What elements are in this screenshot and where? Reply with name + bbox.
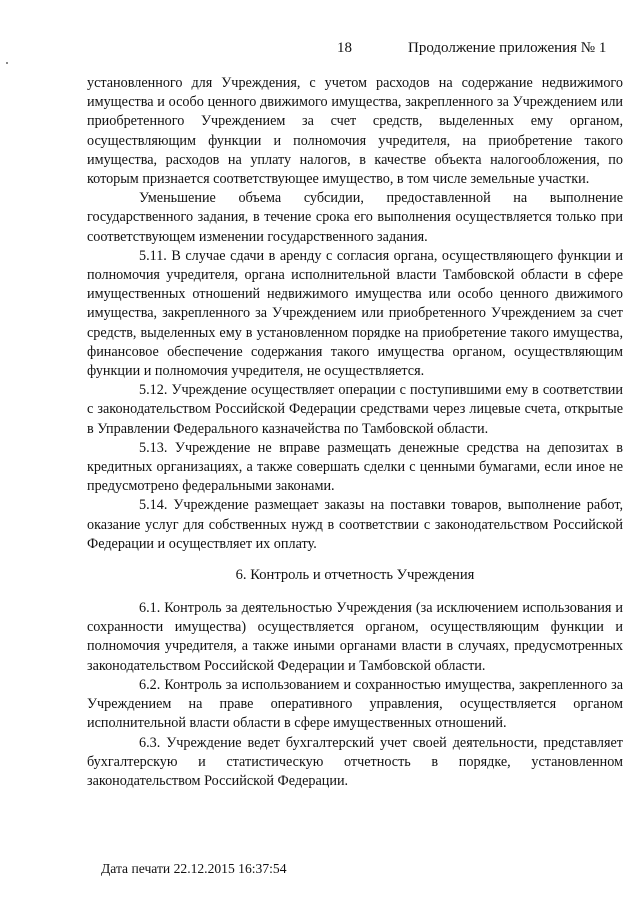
appendix-label: Продолжение приложения № 1 xyxy=(408,40,607,56)
paragraph: Уменьшение объема субсидии, предоставленной на выполнение государственного задания, в течение срока его выполнения осуществляется только при соответствующем изменении государственного задания. xyxy=(87,190,623,245)
paragraphs-before xyxy=(87,74,623,554)
paragraph: установленного для Учреждения, с учетом расходов на содержание недвижимого имущества и особо ценного движимого имущества, закрепленного за Учреждением или приобретенного Учреждением за счет средств, выделенных ему органом, осуществляющим функции и полномочия учредителя, на приобретение такого имущества, расходов на уплату налогов, в качестве объекта налогообложения, по которым признается соответствующее имущество, в том числе земельные участки. xyxy=(87,75,623,188)
paragraph: 5.14. Учреждение размещает заказы на поставки товаров, выполнение работ, оказание услуг для собственных нужд в соответствии с законодательством Российской Федерации и осуществляет их оплату. xyxy=(87,497,623,552)
paragraph: 6.3. Учреждение ведет бухгалтерский учет своей деятельности, представляет бухгалтерскую и статистическую отчетность в порядке, установленном законодательством Российской Федерации. xyxy=(87,734,623,789)
paragraphs-after xyxy=(87,599,623,791)
paragraph: 5.13. Учреждение не вправе размещать денежные средства на депозитах в кредитных организациях, а также совершать сделки с ценными бумагами, если иное не предусмотрено федеральными законами. xyxy=(87,439,623,495)
paragraph: 5.11. В случае сдачи в аренду с согласия органа, осуществляющего функции и полномочия учредителя, органа исполнительной власти Тамбовской области в сфере имущественных отношений недвижимого имущества или особо ценного движимого имущества, закрепленного за Учреждением или приобретенного Учреждением за счет средств, выделенных ему в установленном порядке на приобретение такого имущества, финансовое обеспечение содержания такого имущества органом, осуществляющим функции и полномочия учредителя, не осуществляется. xyxy=(87,247,623,380)
document-body xyxy=(87,74,623,791)
paragraph: 6.1. Контроль за деятельностью Учреждения (за исключением использования и сохранности имущества) осуществляется органом, осуществляющим функции и полномочия учредителя, а также иными органами власти в случаях, предусмотренных законодательством Российской Федерации и Тамбовской области. xyxy=(87,600,623,674)
print-date: Дата печати 22.12.2015 16:37:54 xyxy=(101,861,287,876)
page-header xyxy=(0,40,640,62)
section-heading: 6. Контроль и отчетность Учреждения xyxy=(235,567,475,584)
paragraph: 5.12. Учреждение осуществляет операции с поступившими ему в соответствии с законодательством Российской Федерации средствами через лицевые счета, открытые в Управлении Федерального казначейства по Тамбовской области. xyxy=(87,382,623,437)
page-number: 18 xyxy=(337,40,352,56)
scan-mark xyxy=(6,62,8,64)
paragraph: 6.2. Контроль за использованием и сохранностью имущества, закрепленного за Учреждением на праве оперативного управления, осуществляется органом исполнительной власти области в сфере имущественных отношений. xyxy=(87,676,623,732)
